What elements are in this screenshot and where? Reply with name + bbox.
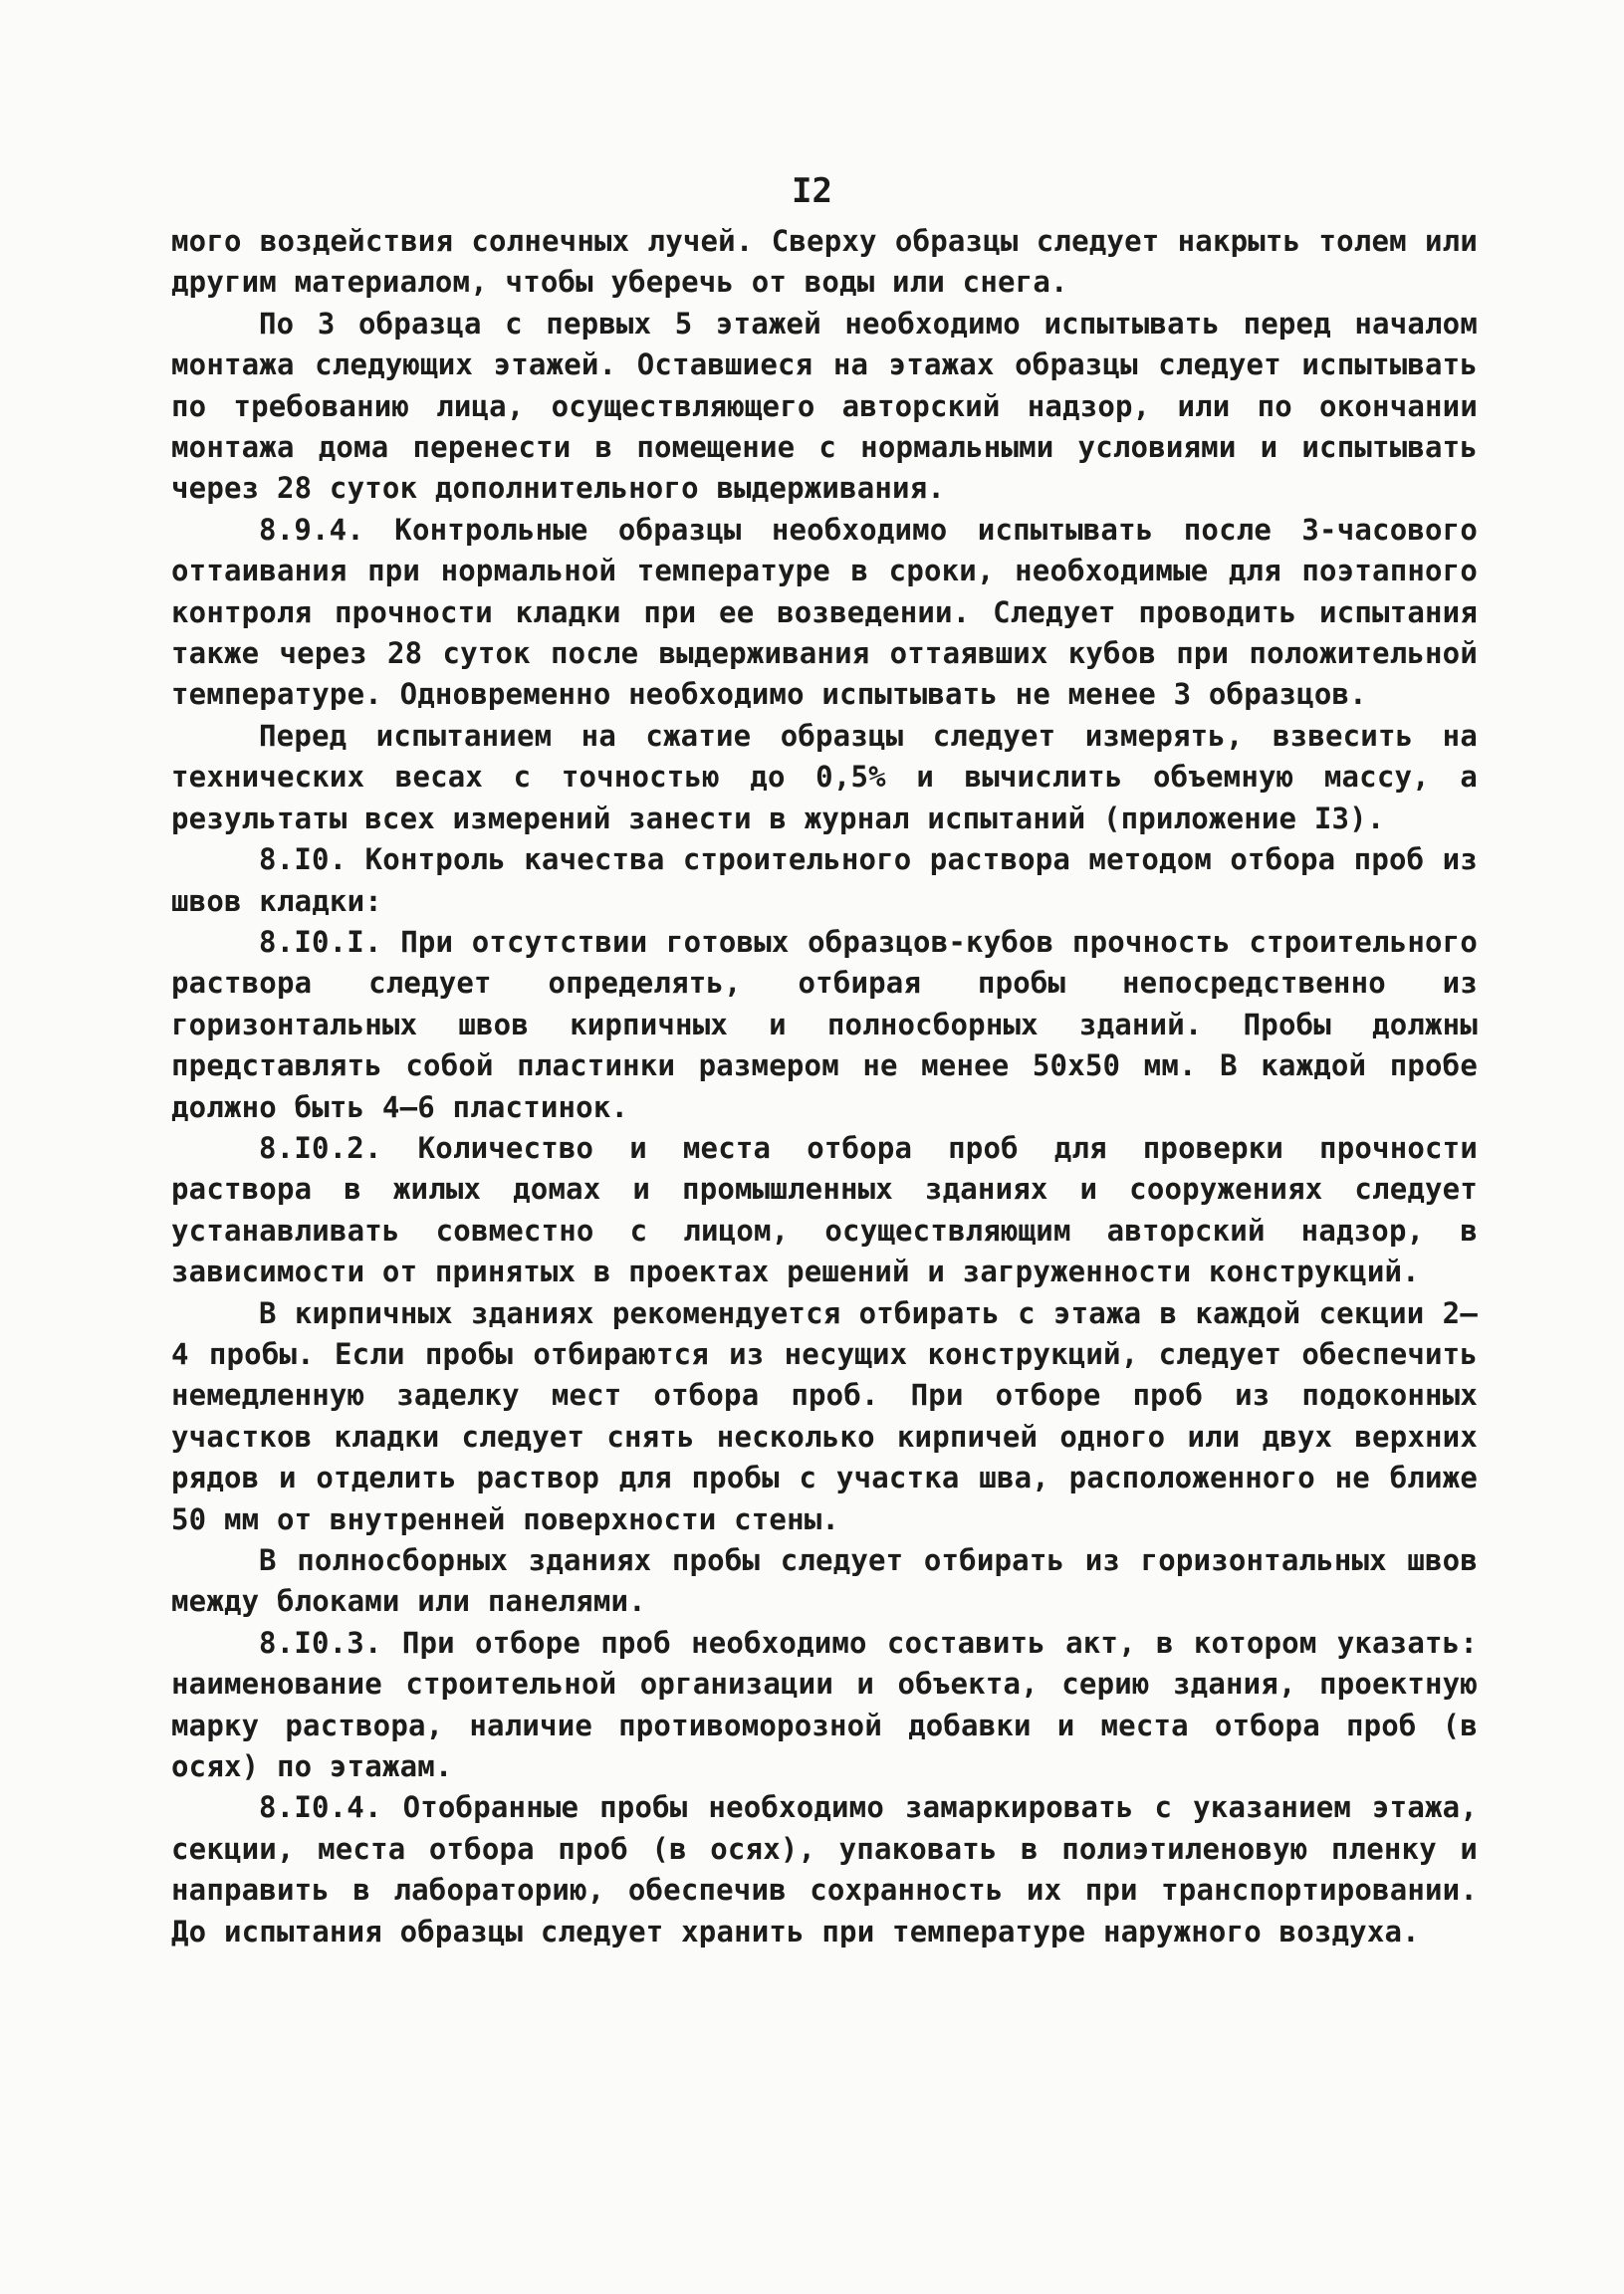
paragraph-8-10: 8.I0. Контроль качества строительного раствора методом отбора проб из швов кладки: (171, 842, 1478, 918)
paragraph-8-10-3: 8.I0.3. При отборе проб необходимо составить акт, в котором указать: наименование строительной организации и объекта, серию здания, проектную марку раствора, наличие противоморозной добавки и места отбора проб (в осях) по этажам. (171, 1625, 1478, 1784)
paragraph-8-10-4: 8.I0.4. Отобранные пробы необходимо замаркировать с указанием этажа, секции, места отбора проб (в осях), упаковать в полиэтиленовую пленку и направить в лабораторию, обеспечив сохранность их при транспортировании. До испытания образцы следует хранить при температуре наружного воздуха. (171, 1790, 1478, 1949)
page-number: I2 (792, 171, 832, 211)
paragraph-continuation: мого воздействия солнечных лучей. Сверху образцы следует накрыть толем или другим материалом, чтобы уберечь от воды или снега. (171, 224, 1478, 300)
paragraph-compression-test: Перед испытанием на сжатие образцы следует измерять, взвесить на технических весах с точностью до 0,5% и вычислить объемную массу, а результаты всех измерений занести в журнал испытаний (приложение I3). (171, 718, 1478, 835)
paragraph-prefab-buildings: В полносборных зданиях пробы следует отбирать из горизонтальных швов между блоками или панелями. (171, 1543, 1478, 1619)
paragraph-samples-first-floors: По 3 образца с первых 5 этажей необходимо испытывать перед началом монтажа следующих этажей. Оставшиеся на этажах образцы следует испытывать по требованию лица, осуществляющего авторский надзор, или по окончании монтажа дома перенести в помещение с нормальными условиями и испытывать через 28 суток дополнительного выдерживания. (171, 306, 1478, 506)
paragraph-brick-buildings: В кирпичных зданиях рекомендуется отбирать с этажа в каждой секции 2–4 пробы. Если пробы отбираются из несущих конструкций, следует обеспечить немедленную заделку мест отбора проб. При отборе проб из подоконных участков кладки следует снять несколько кирпичей одного или двух верхних рядов и отделить раствор для пробы с участка шва, расположенного не ближе 50 мм от внутренней поверхности стены. (171, 1295, 1478, 1536)
document-body (171, 221, 1478, 1952)
paragraph-8-10-2: 8.I0.2. Количество и места отбора проб для проверки прочности раствора в жилых домах и промышленных зданиях и сооружениях следует устанавливать совместно с лицом, осуществляющим авторский надзор, в зависимости от принятых в проектах решений и загруженности конструкций. (171, 1130, 1478, 1289)
paragraph-8-10-1: 8.I0.I. При отсутствии готовых образцов-кубов прочность строительного раствора следует определять, отбирая пробы непосредственно из горизонтальных швов кирпичных и полносборных зданий. Пробы должны представлять собой пластинки размером не менее 50х50 мм. В каждой пробе должно быть 4–6 пластинок. (171, 924, 1478, 1124)
paragraph-8-9-4: 8.9.4. Контрольные образцы необходимо испытывать после 3-часового оттаивания при нормальной температуре в сроки, необходимые для поэтапного контроля прочности кладки при ее возведении. Следует проводить испытания также через 28 суток после выдерживания оттаявших кубов при положительной температуре. Одновременно необходимо испытывать не менее 3 образцов. (171, 512, 1478, 712)
